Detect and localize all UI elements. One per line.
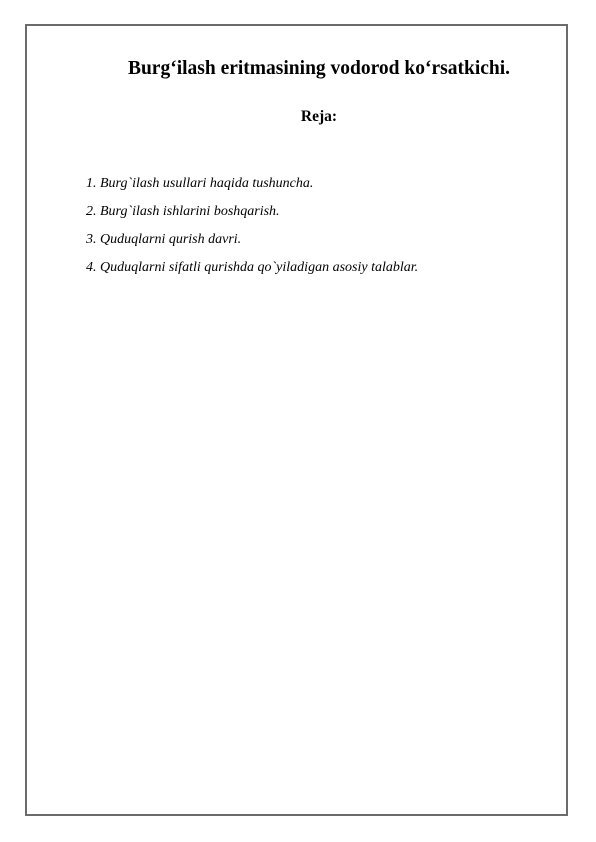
plan-item: 3. Quduqlarni qurish davri. bbox=[86, 232, 242, 247]
plan-item: 1. Burg`ilash usullari haqida tushuncha. bbox=[86, 176, 314, 191]
plan-heading: Reja: bbox=[300, 108, 338, 125]
document-title: Burg‘ilash eritmasining vodorod ko‘rsatkichi. bbox=[127, 58, 511, 79]
plan-list bbox=[86, 170, 418, 282]
plan-item: 2. Burg`ilash ishlarini boshqarish. bbox=[86, 204, 280, 219]
plan-item: 4. Quduqlarni sifatli qurishda qo`yiladigan asosiy talablar. bbox=[86, 260, 419, 275]
page-border-frame bbox=[25, 24, 568, 816]
